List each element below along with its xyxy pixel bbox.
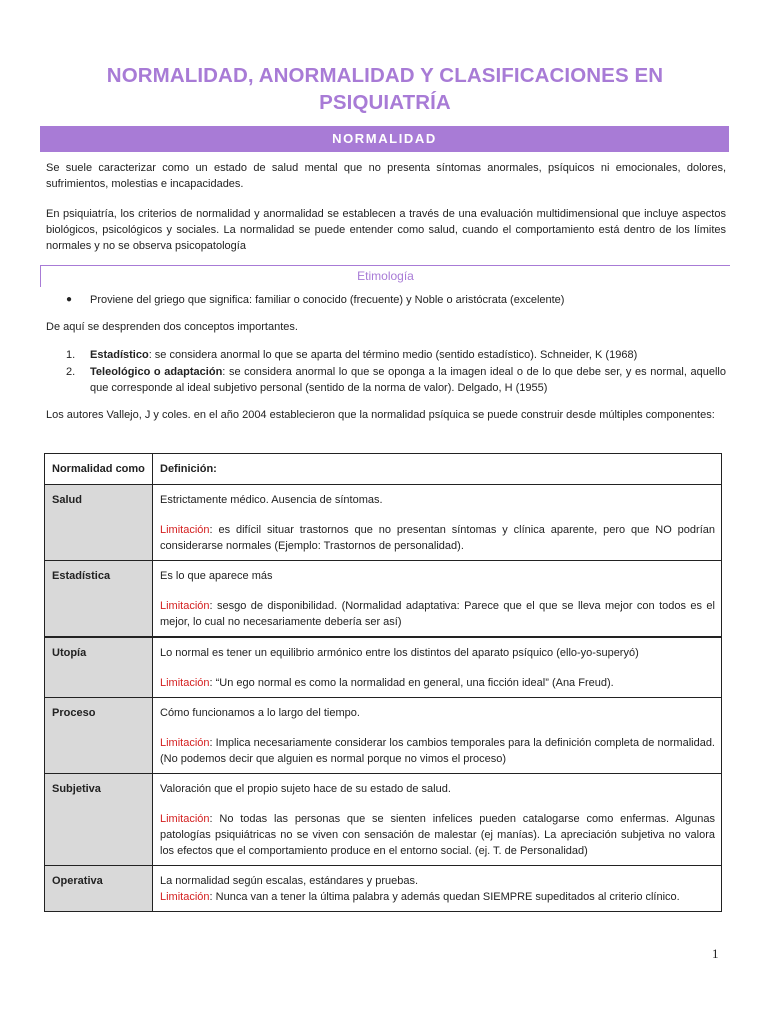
limitation-label: Limitación — [160, 600, 210, 612]
section-header-normalidad: NORMALIDAD — [40, 126, 729, 152]
paragraph-criteria: En psiquiatría, los criterios de normalidad y anormalidad se establecen a través de una evaluación multidimensional que incluye aspectos biológicos, psicológicos y sociales. La normalidad se puede entender como salud, cuando el comportamiento está dentro de los límites normales y no se observa psicopatología — [46, 208, 726, 252]
subheading-etimologia — [40, 265, 730, 287]
definition-text: Valoración que el propio sujeto hace de su estado de salud. — [160, 783, 451, 795]
limitation-label: Limitación — [160, 813, 210, 825]
row-definition-cell — [153, 485, 722, 561]
limitation-text: : No todas las personas que se sienten infelices pueden catalogarse como enfermas. Algunas patologías psiquiátricas no se viven con sensación de malestar (ej manías). La apreciación subjetiva no valora los efectos que el comportamiento produce en el entorno social. (ej. T. de Personalidad) — [160, 813, 715, 857]
paragraph-authors: Los autores Vallejo, J y coles. en el año 2004 establecieron que la normalidad psíquica se puede construir desde múltiples componentes: — [46, 409, 715, 421]
definition-text: Cómo funcionamos a lo largo del tiempo. — [160, 707, 360, 719]
item-text: : se considera anormal lo que se oponga a la imagen ideal o de lo que debe ser, y es normal, aquello que corresponde al ideal subjetivo personal (sentido de la norma de valor). Delgado, H (1955) — [90, 366, 726, 394]
definition-text: Estrictamente médico. Ausencia de síntomas. — [160, 494, 383, 506]
limitation-label: Limitación — [160, 737, 210, 749]
row-label: Subjetiva — [45, 774, 153, 866]
row-label: Operativa — [45, 866, 153, 912]
row-label: Utopía — [45, 637, 153, 698]
item-text: : se considera anormal lo que se aparta del término medio (sentido estadístico). Schneider, K (1968) — [148, 349, 638, 361]
row-label: Estadística — [45, 561, 153, 638]
item-term: Teleológico o adaptación — [90, 366, 223, 378]
row-label: Proceso — [45, 698, 153, 774]
limitation-label: Limitación — [160, 677, 210, 689]
limitation-label: Limitación — [160, 891, 210, 903]
table-row — [45, 561, 722, 638]
limitation-text: : “Un ego normal es como la normalidad en general, una ficción ideal” (Ana Freud). — [209, 677, 614, 689]
row-definition-cell — [153, 774, 722, 866]
limitation-text: : sesgo de disponibilidad. (Normalidad adaptativa: Parece que el que se lleva mejor con todos es el mejor, lo cual no necesariamente debería ser así) — [160, 600, 715, 628]
table-row — [45, 866, 722, 912]
table-header-row — [45, 454, 722, 485]
limitation-text: : Nunca van a tener la última palabra y además quedan SIEMPRE supeditados al criterio clínico. — [209, 891, 680, 903]
header-definicion: Definición: — [153, 454, 722, 485]
row-definition-cell — [153, 866, 722, 912]
limitation-text: : Implica necesariamente considerar los cambios temporales para la definición completa de normalidad. (No podemos decir que alguien es normal porque no vimos el proceso) — [160, 737, 715, 765]
page-title: NORMALIDAD, ANORMALIDAD Y CLASIFICACIONES EN PSIQUIATRÍA — [106, 64, 664, 114]
row-definition-cell — [153, 561, 722, 638]
table-row — [45, 485, 722, 561]
page-number: 1 — [712, 946, 719, 961]
header-normalidad-como: Normalidad como — [45, 454, 153, 485]
row-definition-cell — [153, 698, 722, 774]
row-label: Salud — [45, 485, 153, 561]
item-term: Estadístico — [90, 349, 149, 361]
table-row — [45, 637, 722, 698]
limitation-text: : es difícil situar trastornos que no presentan síntomas y clínica aparente, pero que NO podrían considerarse normales (Ejemplo: Trastornos de personalidad). — [160, 524, 715, 552]
table-row — [45, 774, 722, 866]
paragraph-concepts-intro: De aquí se desprenden dos conceptos importantes. — [46, 321, 298, 333]
normality-criteria-table — [44, 453, 722, 912]
paragraph-definition: Se suele caracterizar como un estado de salud mental que no presenta síntomas anormales, psíquicos ni emocionales, dolores, sufrimientos, molestias e incapacidades. — [46, 162, 726, 190]
row-definition-cell — [153, 637, 722, 698]
definition-text: Lo normal es tener un equilibrio armónico entre los distintos del aparato psíquico (ello-yo-superyó) — [160, 647, 639, 659]
item-number: 2. — [66, 366, 76, 378]
item-number: 1. — [66, 349, 76, 361]
bullet-icon: ● — [66, 294, 73, 305]
definition-text: La normalidad según escalas, estándares y pruebas. — [160, 875, 419, 887]
bullet-text: Proviene del griego que significa: familiar o conocido (frecuente) y Noble o aristócrata (excelente) — [90, 294, 565, 306]
definition-text: Es lo que aparece más — [160, 570, 273, 582]
subheading-title: Etimología — [357, 269, 414, 283]
table-row — [45, 698, 722, 774]
limitation-label: Limitación — [160, 524, 210, 536]
